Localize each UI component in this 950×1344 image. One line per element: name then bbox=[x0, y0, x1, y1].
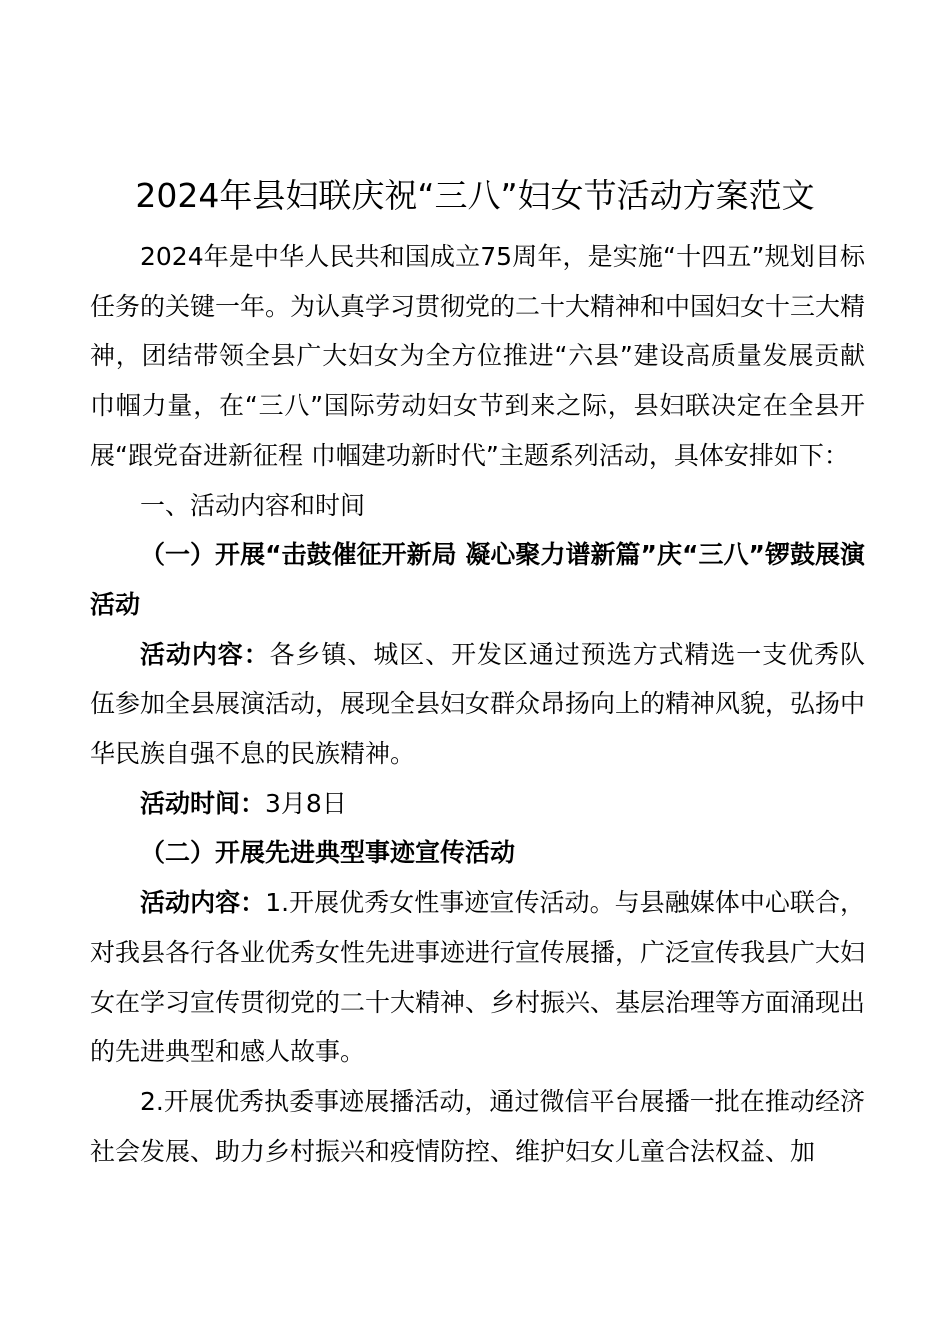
activity-time-label: 活动时间： bbox=[140, 788, 266, 818]
subsection-1-time-paragraph bbox=[90, 779, 865, 829]
intro-paragraph: 2024年是中华人民共和国成立75周年，是实施“十四五”规划目标任务的关键一年。为认真学习贯彻党的二十大精神和中国妇女十三大精神，团结带领全县广大妇女为全方位推进“六县”建设高质量发展贡献巾帼力量，在“三八”国际劳动妇女节到来之际，县妇联决定在全县开展“跟党奋进新征程 巾帼建功新时代”主题系列活动，具体安排如下： bbox=[90, 242, 866, 470]
subsection-1-content-paragraph bbox=[90, 630, 865, 779]
subsection-1-heading: （一）开展“击鼓催征开新局 凝心聚力谱新篇”庆“三八”锣鼓展演活动 bbox=[90, 540, 865, 619]
subsection-2-heading: （二）开展先进典型事迹宣传活动 bbox=[140, 838, 516, 868]
document-body bbox=[90, 232, 865, 1176]
activity-content-text-2: 1.开展优秀女性事迹宣传活动。与县融媒体中心联合，对我县各行各业优秀女性先进事迹进行宣传展播，广泛宣传我县广大妇女在学习宣传贯彻党的二十大精神、乡村振兴、基层治理等方面涌现出的先进典型和感人故事。 bbox=[90, 888, 866, 1067]
activity-content-label-2: 活动内容： bbox=[140, 888, 266, 918]
section-1-heading: 一、活动内容和时间 bbox=[140, 490, 366, 520]
subsection-2-item-2-paragraph: 2.开展优秀执委事迹展播活动，通过微信平台展播一批在推动经济社会发展、助力乡村振兴和疫情防控、维护妇女儿童合法权益、加 bbox=[90, 1086, 865, 1166]
activity-content-text: 各乡镇、城区、开发区通过预选方式精选一支优秀队伍参加全县展演活动，展现全县妇女群众昂扬向上的精神风貌，弘扬中华民族自强不息的民族精神。 bbox=[90, 639, 866, 769]
subsection-2-content-paragraph bbox=[90, 878, 865, 1077]
document-title: 2024年县妇联庆祝“三八”妇女节活动方案范文 bbox=[135, 176, 815, 215]
activity-content-label: 活动内容： bbox=[140, 639, 270, 669]
activity-time-text: 3月8日 bbox=[265, 788, 347, 818]
